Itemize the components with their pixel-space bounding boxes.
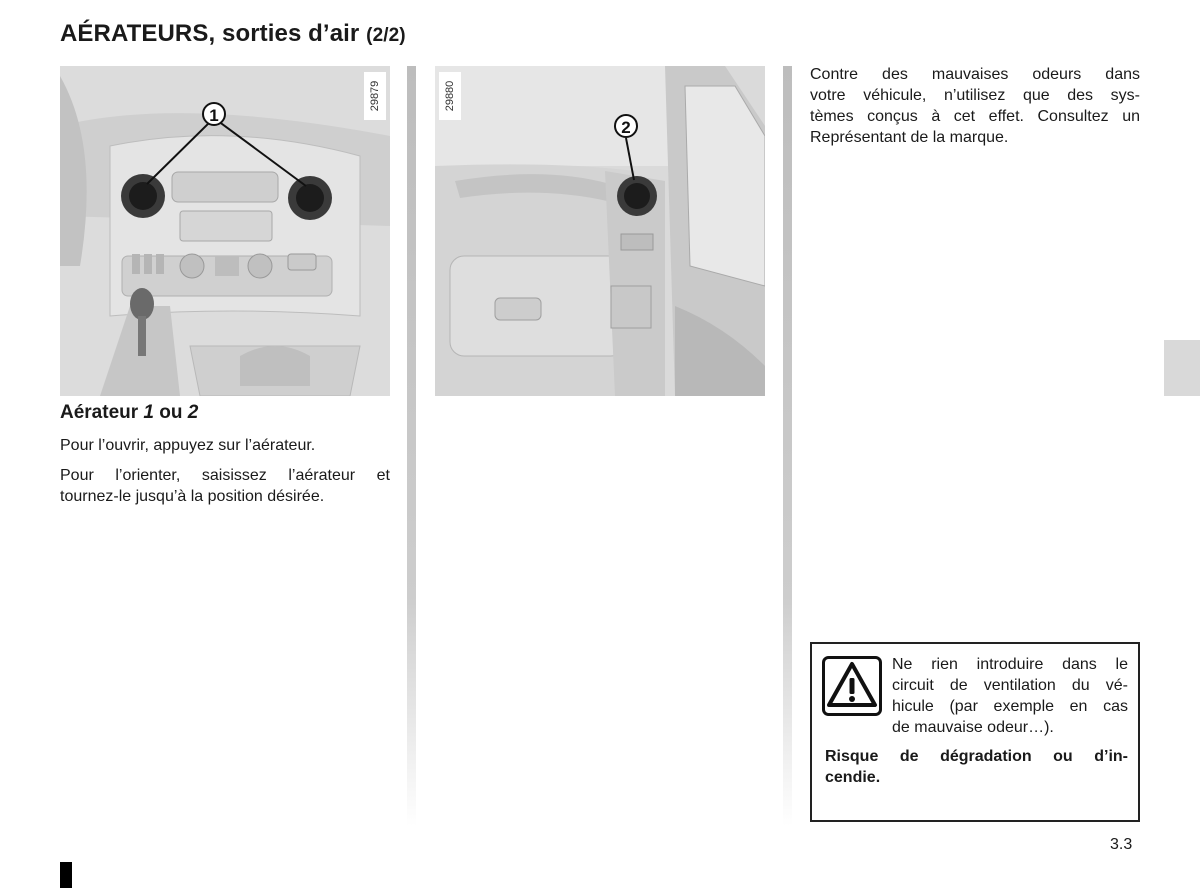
- callout-label: 2: [621, 118, 631, 137]
- figure-side-vent: [435, 66, 765, 396]
- figure-ref-code-text: 29880: [444, 80, 456, 112]
- page-title: [60, 20, 406, 48]
- text-line: Représentant de la marque.: [810, 129, 1009, 146]
- page-title-main: AÉRATEURS, sorties d’air: [60, 20, 360, 47]
- figure-ref-code: [364, 72, 386, 120]
- corner-mark: [60, 862, 72, 888]
- figure-ref-code: [439, 72, 461, 120]
- passenger-side-illustration: [435, 66, 765, 396]
- text-line: Pour l’ouvrir, appuyez sur l’aérateur.: [60, 437, 316, 454]
- text-line: Contre des mauvaises odeurs dans: [810, 66, 1140, 83]
- warning-risk: [825, 746, 1128, 788]
- warning-text: [892, 654, 1128, 738]
- page-title-suffix: (2/2): [366, 25, 406, 46]
- paragraph-odors: [810, 64, 1140, 148]
- text-line: tèmes conçus à cet effet. Consultez un: [810, 108, 1140, 125]
- paragraph-orient: [60, 465, 390, 507]
- warning-box: [810, 642, 1140, 822]
- callout-label: 1: [209, 106, 219, 125]
- text-line: cendie.: [825, 769, 881, 786]
- column-divider-right: [783, 66, 792, 826]
- heading-num2: 2: [187, 402, 199, 423]
- text-line: votre véhicule, n’utilisez que des sys-: [810, 87, 1140, 104]
- warning-triangle-icon: [822, 656, 882, 716]
- dashboard-center-illustration: [60, 66, 390, 396]
- text-line: circuit de ventilation du vé-: [892, 677, 1128, 694]
- heading-mid: ou: [154, 402, 188, 423]
- column-divider-left: [407, 66, 416, 826]
- text-line: tournez-le jusqu’à la position désirée.: [60, 488, 325, 505]
- text-line: de mauvaise odeur…).: [892, 719, 1054, 736]
- section-heading: [60, 402, 198, 424]
- text-line: Ne rien introduire dans le: [892, 656, 1128, 673]
- heading-num1: 1: [143, 402, 154, 423]
- paragraph-open: [60, 435, 390, 456]
- figure-ref-code-text: 29879: [369, 80, 381, 112]
- section-tab: [1164, 340, 1200, 396]
- text-line: Risque de dégradation ou d’in-: [825, 748, 1128, 765]
- heading-prefix: Aérateur: [60, 402, 144, 423]
- figure-center-vents: [60, 66, 390, 396]
- text-line: Pour l’orienter, saisissez l’aérateur et: [60, 467, 390, 484]
- text-line: hicule (par exemple en cas: [892, 698, 1128, 715]
- page-number: 3.3: [1110, 836, 1133, 853]
